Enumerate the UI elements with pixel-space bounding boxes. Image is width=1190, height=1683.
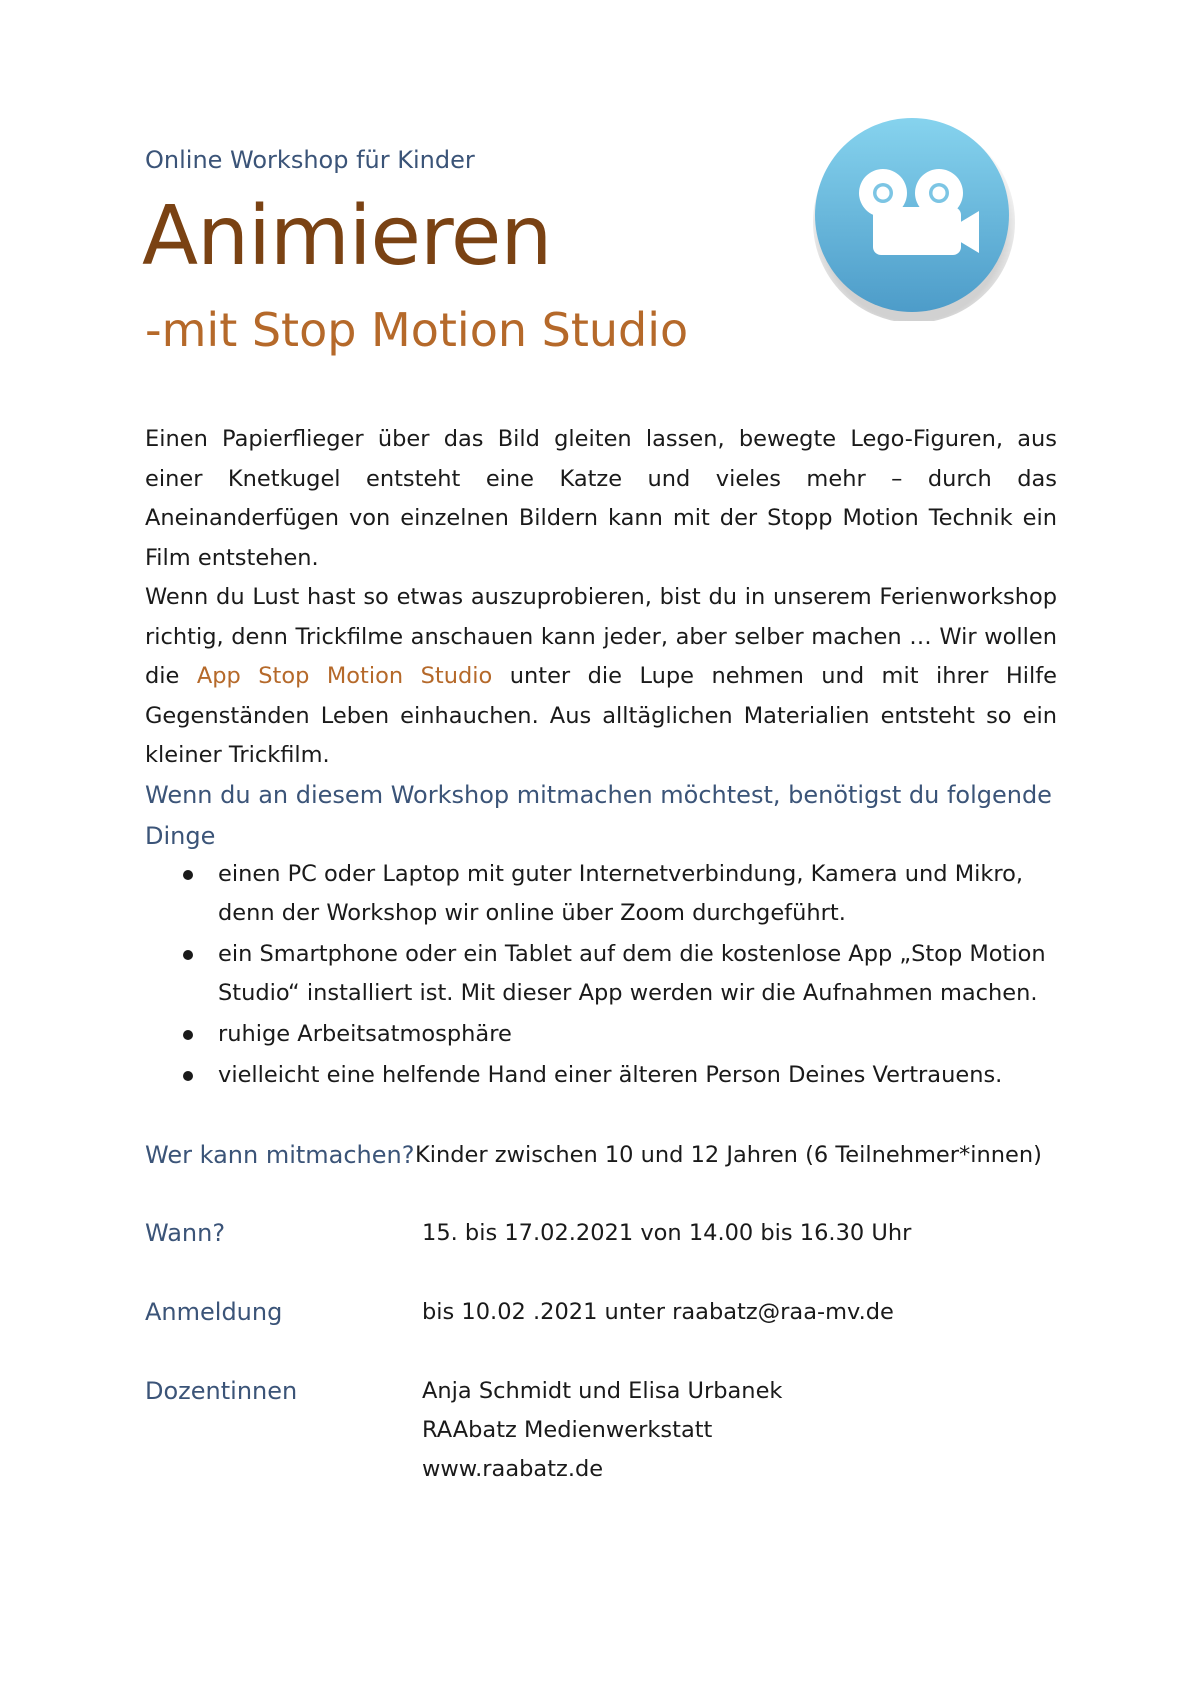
list-item <box>145 1056 1057 1095</box>
bullet-icon <box>183 1030 193 1040</box>
intro-paragraph-2-start: Wenn du Lust hast so etwas auszuprobieren, bist du in unserem Ferienworkshop richtig, denn Trickfilme anschauen kann jeder, aber selber machen … Wir wollen die <box>145 584 1057 689</box>
when-value: 15. bis 17.02.2021 von 14.00 bis 16.30 Uhr <box>422 1220 912 1246</box>
registration-value: bis 10.02 .2021 unter raabatz@raa-mv.de <box>422 1299 894 1325</box>
instructors-organization: RAAbatz Medienwerkstatt <box>422 1417 713 1443</box>
instructors-label: Dozentinnen <box>145 1377 298 1405</box>
page-title: Animieren <box>142 189 552 284</box>
bullet-icon <box>183 870 193 880</box>
list-item-text: ein Smartphone oder ein Tablet auf dem die kostenlose App „Stop Motion Studio“ installiert ist. Mit dieser App werden wir die Aufnahmen machen. <box>218 941 1046 1006</box>
intro-paragraph-1: Einen Papierflieger über das Bild gleiten lassen, bewegte Lego-Figuren, aus einer Knetkugel entsteht eine Katze und vieles mehr – durch das Aneinanderfügen von einzelnen Bildern kann mit der Stopp Motion Technik ein Film entstehen. <box>145 426 1057 571</box>
registration-label: Anmeldung <box>145 1298 283 1326</box>
app-name-highlight: App Stop Motion Studio <box>196 663 493 689</box>
movie-camera-icon <box>811 115 1017 321</box>
intro-paragraph-2-end: unter die Lupe nehmen und mit ihrer Hilfe Gegenständen Leben einhauchen. Aus alltäglichen Materialien entsteht so ein kleiner Trickfilm. <box>145 663 1058 768</box>
list-item-text: ruhige Arbeitsatmosphäre <box>218 1021 512 1047</box>
page-subtitle: -mit Stop Motion Studio <box>145 303 689 357</box>
who-label: Wer kann mitmachen? <box>145 1141 415 1169</box>
list-item <box>145 1015 1057 1054</box>
instructors-website: www.raabatz.de <box>422 1456 604 1482</box>
intro-paragraph-2 <box>145 578 1057 776</box>
list-item-text: vielleicht eine helfende Hand einer älteren Person Deines Vertrauens. <box>218 1062 1003 1088</box>
instructors-names: Anja Schmidt und Elisa Urbanek <box>422 1378 783 1404</box>
list-item-text: einen PC oder Laptop mit guter Internetverbindung, Kamera und Mikro, denn der Workshop wir online über Zoom durchgeführt. <box>218 861 1024 926</box>
bullet-icon <box>183 950 193 960</box>
eyebrow-text: Online Workshop für Kinder <box>145 146 475 174</box>
bullet-icon <box>183 1071 193 1081</box>
intro-text <box>145 420 1057 776</box>
when-label: Wann? <box>145 1219 226 1247</box>
list-item <box>145 855 1057 933</box>
list-item <box>145 935 1057 1013</box>
requirements-list <box>145 855 1057 1097</box>
who-value: Kinder zwischen 10 und 12 Jahren (6 Teilnehmer*innen) <box>415 1142 1042 1168</box>
requirements-heading: Wenn du an diesem Workshop mitmachen möchtest, benötigst du folgende Dinge <box>145 781 1052 850</box>
